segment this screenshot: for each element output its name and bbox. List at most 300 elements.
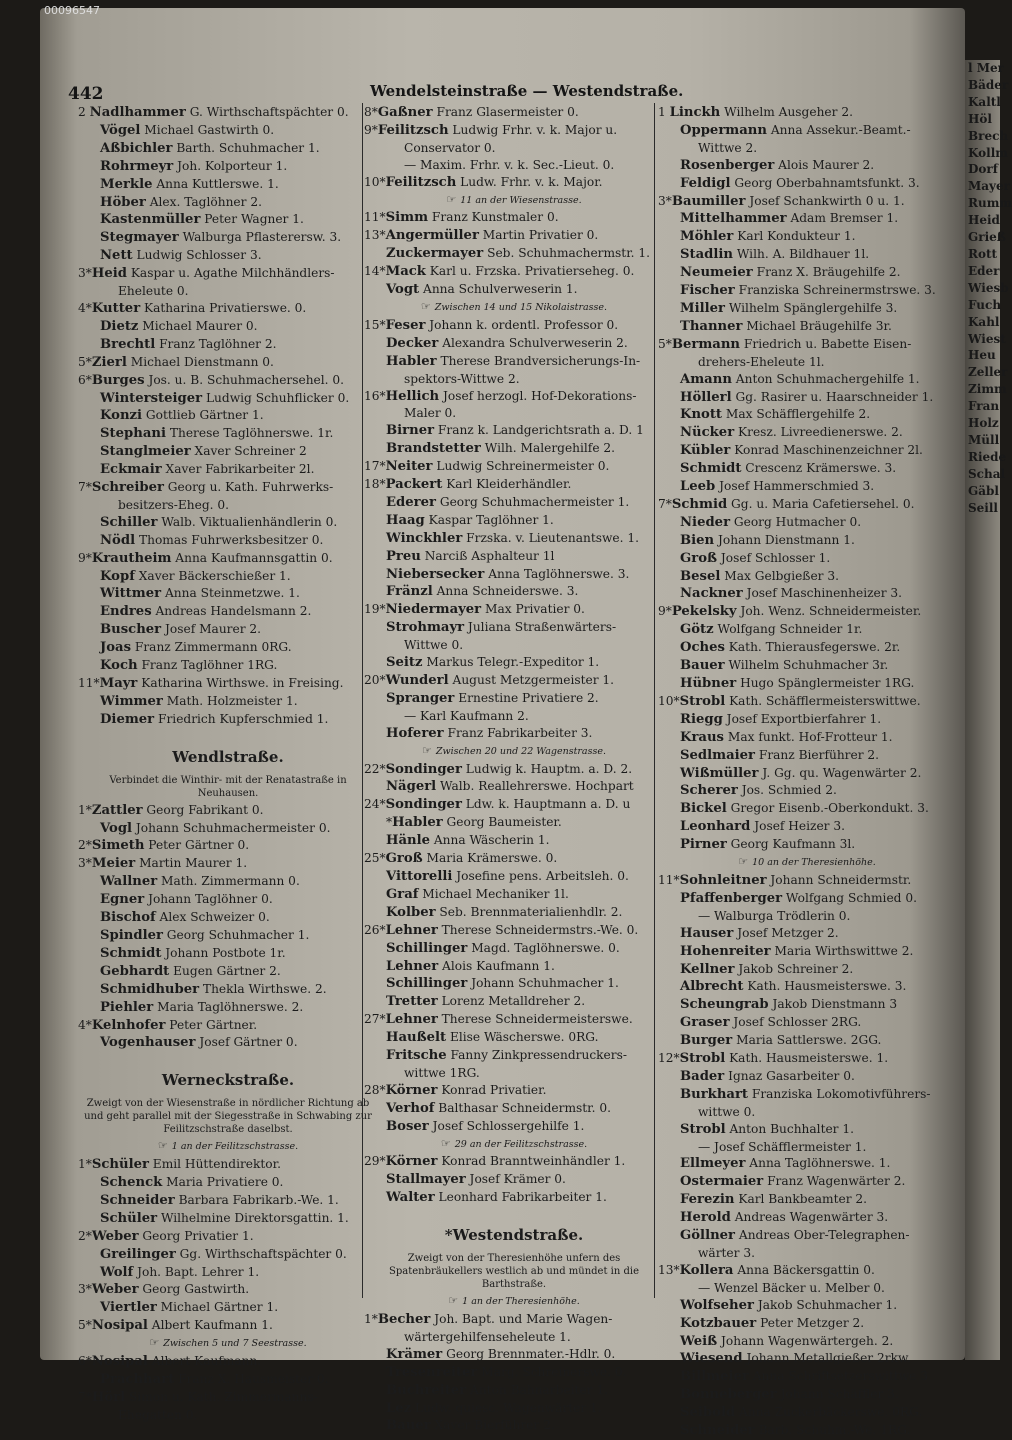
resident-surname: Kastenmüller: [100, 212, 201, 228]
directory-entry: [78, 461, 378, 479]
resident-surname: Höllerl: [680, 389, 732, 405]
resident-surname: Schmidt: [680, 461, 742, 477]
resident-surname: Burkhart: [680, 1086, 748, 1102]
pointing-hand-icon: ☞: [420, 299, 431, 313]
directory-entry: [364, 1329, 664, 1346]
resident-details: Magd. Taglöhnerswe. 0.: [467, 940, 620, 955]
resident-surname: Strobl: [679, 1051, 726, 1067]
directory-entry: [658, 925, 956, 943]
resident-surname: Groß: [385, 851, 423, 867]
directory-entry: [658, 1050, 956, 1068]
next-page-fragment: Fran: [968, 399, 1000, 414]
directory-entry: [78, 837, 378, 855]
resident-surname: Bauer: [386, 1418, 431, 1434]
resident-details: Juliana Straßenwärters-: [464, 620, 617, 635]
resident-details: J. Gg. qu. Wagenwärter 2.: [758, 765, 922, 780]
house-number: 17*: [364, 459, 386, 474]
directory-entry: [658, 1422, 956, 1440]
next-page-fragment: Höl: [968, 111, 992, 126]
resident-surname: Miller: [680, 300, 725, 316]
resident-details: Johann Taglöhner 0.: [144, 892, 273, 907]
resident-details: Franz Wagenwärter 2.: [763, 1174, 906, 1189]
resident-details: Georg Kaufmann 3l.: [726, 837, 856, 852]
resident-details: Kath. Hausmeisterswe. 1.: [725, 1051, 889, 1066]
resident-details: Marg. Schreinerswe. 0.: [477, 1364, 627, 1379]
resident-surname: Körner: [385, 1154, 438, 1170]
directory-entry: [78, 963, 378, 981]
directory-entry: [364, 654, 664, 672]
directory-entry: [78, 247, 378, 265]
resident-surname: Diemer: [100, 711, 155, 727]
resident-details: Anna Schulverweserin 1.: [419, 282, 578, 297]
directory-entry: [364, 494, 664, 512]
directory-entry: [78, 1371, 378, 1389]
resident-surname: Hauser: [680, 925, 734, 941]
directory-entry: [78, 981, 378, 999]
house-number: 5*: [78, 1318, 92, 1333]
resident-details: Josef Gärtner 0.: [195, 1035, 298, 1050]
resident-surname: Graser: [680, 1015, 730, 1031]
resident-surname: Habler: [386, 353, 437, 369]
resident-details: Johann Dienstmann 1.: [714, 532, 855, 547]
directory-entry: [658, 1155, 956, 1173]
directory-entry: [78, 336, 378, 354]
directory-entry: [78, 1017, 378, 1035]
resident-details: Joh. Kolporteur 1.: [173, 158, 288, 173]
resident-details: Emil Hüttendirektor.: [148, 1157, 281, 1172]
resident-surname: Sohnleitner: [679, 872, 767, 888]
resident-surname: Kollera: [679, 1262, 734, 1278]
directory-entry: [658, 318, 956, 336]
directory-entry: [658, 496, 956, 514]
directory-entry: [364, 922, 664, 940]
resident-details: Katharina Privatierswe. 0.: [140, 300, 307, 315]
directory-entry: [78, 140, 378, 158]
directory-entry: [78, 693, 378, 711]
resident-details: Peter Gärtner.: [165, 1017, 258, 1032]
directory-entry: [658, 943, 956, 961]
resident-details: Konrad Maschinenzeichner 2l.: [730, 443, 923, 458]
resident-surname: Oches: [680, 640, 725, 656]
resident-surname: Packert: [385, 477, 443, 493]
resident-details: Anton Schuhmachergehilfe 1.: [731, 371, 920, 386]
next-page-fragment: Riede: [968, 449, 1007, 464]
resident-details: Jos. u. B. Schuhmachersehel. 0.: [144, 372, 345, 387]
resident-details: Friedrich Kupferschmied 1.: [154, 711, 329, 726]
resident-details: — Wenzel Bäcker u. Melber 0.: [698, 1280, 885, 1295]
resident-surname: Schmid: [671, 496, 728, 512]
directory-entry: [364, 601, 664, 619]
resident-details: Josef Schlossergehilfe 1.: [428, 1118, 585, 1133]
directory-entry: [364, 122, 664, 140]
directory-entry: [658, 371, 956, 389]
cross-street-note: [364, 299, 664, 317]
resident-surname: Herold: [680, 1210, 731, 1226]
resident-details: Kath. Schäfflermeisterswittwe.: [725, 693, 921, 708]
house-number: 11*: [78, 676, 100, 690]
resident-details: Therese Taglöhnerswe. 1r.: [165, 426, 334, 441]
resident-details: Therese Schneidermstrs.-We. 0.: [437, 922, 639, 937]
resident-details: Anna Taglöhnerswe. 3.: [484, 566, 630, 581]
resident-details: Jos. Schmied 2.: [737, 783, 837, 798]
resident-surname: Nosipal: [91, 1318, 148, 1334]
resident-surname: Endres: [100, 604, 152, 620]
pointing-hand-icon: ☞: [422, 743, 432, 757]
resident-surname: Baumiller: [671, 193, 746, 209]
resident-surname: Linckh: [669, 105, 721, 120]
resident-details: Gg. u. Maria Cafetiersehel. 0.: [727, 496, 915, 511]
house-number: 1*: [364, 1312, 378, 1326]
resident-surname: Nägerl: [386, 779, 437, 795]
directory-entry: [364, 1011, 664, 1029]
resident-details: Konrad Branntweinhändler 1.: [437, 1154, 626, 1169]
directory-entry: [78, 1034, 378, 1052]
resident-details: Xaver Schreiner 2: [190, 444, 307, 459]
resident-surname: Schüler: [91, 1157, 149, 1173]
resident-details: Max funkt. Hof-Frotteur 1.: [723, 729, 893, 744]
resident-surname: Billmeier: [680, 1369, 749, 1385]
street-heading: Wendlstraße.: [172, 747, 284, 766]
resident-details: Johann Metallgießer 2rkw.: [742, 1351, 911, 1366]
resident-surname: Schneider: [100, 1192, 175, 1208]
next-page-fragment: Müll: [968, 432, 1000, 447]
resident-surname: Leonhard: [680, 819, 751, 835]
directory-entry: [658, 442, 956, 460]
house-number: 4*: [78, 300, 92, 315]
resident-details: Michael Maurer 0.: [138, 318, 258, 333]
house-number: 18*: [364, 477, 386, 492]
directory-entry: [658, 782, 956, 800]
resident-surname: Vittorelli: [386, 868, 453, 884]
resident-details: Hugo Spänglermeister 1RG.: [736, 676, 915, 690]
resident-surname: Schiller: [100, 514, 158, 530]
house-number: 1*: [78, 1157, 92, 1172]
resident-details: Franz Bierführer 2.: [755, 747, 880, 762]
directory-entry: [658, 406, 956, 424]
directory-entry: [364, 1047, 664, 1065]
note-text: 1 an der Feilitzschstrasse.: [171, 1141, 299, 1153]
resident-details: Fanny Zinkpressendruckers-: [446, 1048, 627, 1063]
directory-entry: [364, 886, 664, 904]
resident-surname: Besel: [680, 568, 721, 584]
directory-entry: [364, 868, 664, 886]
note-text: 11 an der Wiesenstrasse.: [460, 194, 582, 206]
resident-details: Anton Buchhalter 1.: [725, 1121, 855, 1136]
directory-entry: [658, 908, 956, 925]
house-number: 4*: [78, 1017, 92, 1032]
resident-details: Franz Taglöhner 1RG.: [137, 658, 278, 673]
resident-details: wärter 3.: [698, 1246, 755, 1260]
resident-details: Thekla Wirthswe. 2.: [199, 981, 327, 996]
resident-details: Anna Kuttlerswe. 1.: [152, 176, 279, 191]
resident-surname: Weiß: [680, 1333, 718, 1349]
house-number: 27*: [364, 1012, 386, 1027]
resident-details: Wilh. A. Bildhauer 1l.: [733, 247, 870, 262]
resident-details: Friedrich u. Babette Eisen-: [740, 336, 912, 351]
directory-entry: [364, 1171, 664, 1189]
resident-surname: Hänle: [386, 833, 430, 849]
resident-details: Xaver Fabrikarbeiter 2l.: [161, 462, 315, 477]
directory-entry: [364, 583, 664, 601]
directory-entry: [364, 548, 664, 566]
directory-entry: [78, 1317, 378, 1335]
house-number: 25*: [364, 851, 386, 866]
resident-details: Crescenz Krämerswe. 3.: [741, 461, 897, 476]
next-page-fragment: Rumm: [968, 196, 1012, 211]
directory-entry: [658, 711, 956, 729]
resident-surname: Sedlmaier: [680, 747, 755, 763]
directory-entry: [78, 532, 378, 550]
resident-details: Josef Maurer 2.: [161, 622, 262, 637]
note-text: 29 an der Feilitzschstrasse.: [454, 1138, 588, 1150]
next-page-fragment: Grieß: [968, 230, 1006, 245]
resident-surname: Wolfseher: [680, 1297, 754, 1313]
resident-surname: Fritsche: [386, 1048, 447, 1064]
directory-entry: [364, 209, 664, 227]
resident-details: Peter Metzger 2.: [756, 1315, 865, 1330]
resident-details: Alex. Taglöhner 2.: [145, 194, 262, 209]
directory-entry: [658, 1121, 956, 1139]
house-number: 7*: [78, 480, 92, 495]
house-number: 1: [658, 105, 670, 119]
resident-details: Josef Hammerschmied 3.: [715, 479, 875, 494]
resident-surname: Gaßner: [377, 105, 433, 120]
resident-details: Albert Kaufmann.: [147, 1354, 262, 1369]
column-2: [364, 104, 664, 1435]
directory-entry: [364, 353, 664, 371]
resident-details: Seb. Brennmaterialienhdlr. 2.: [435, 904, 623, 919]
resident-details: Michael Dienstmann 0.: [126, 354, 274, 369]
resident-details: Ludwig Schreinermeister 0.: [432, 459, 610, 474]
house-number: 2*: [78, 1228, 92, 1243]
resident-surname: Seitz: [386, 655, 423, 671]
directory-entry: [364, 1417, 664, 1435]
resident-surname: Vogenhauser: [100, 1035, 196, 1051]
directory-entry: [658, 193, 956, 211]
resident-details: Gg. Rasirer u. Haarschneider 1.: [731, 389, 934, 404]
resident-surname: Fischer: [680, 283, 735, 299]
resident-surname: Buscher: [100, 622, 162, 638]
next-page-fragment: Bäder: [968, 77, 1009, 92]
directory-entry: [658, 1404, 956, 1422]
resident-details: Thomas Fuhrwerksbesitzer 0.: [135, 532, 324, 547]
resident-surname: Sondinger: [385, 761, 462, 777]
resident-details: Franz Glasermeister 0.: [432, 105, 579, 119]
resident-details: Michael Bräugehilfe 3r.: [742, 318, 892, 333]
resident-surname: Neiter: [385, 459, 433, 475]
resident-surname: Piehler: [100, 999, 154, 1015]
resident-surname: Brechtl: [100, 336, 156, 352]
cross-street-note: [78, 1138, 378, 1156]
resident-details: Katharina Wirthswe. in Freising.: [137, 676, 344, 690]
resident-details: wärtergehilfenseheleute 1.: [404, 1329, 571, 1344]
resident-details: Franz Taglöhner 2.: [155, 336, 277, 351]
directory-entry: [364, 637, 664, 654]
directory-entry: [658, 1350, 956, 1368]
resident-details: Max Gelbgießer 3.: [720, 568, 839, 583]
resident-details: Franz Kunstmaler 0.: [428, 210, 559, 225]
house-number: 26*: [364, 922, 386, 937]
directory-entry: [364, 157, 664, 174]
house-number: 29*: [364, 1154, 386, 1169]
directory-entry: [658, 800, 956, 818]
note-text: Zwischen 14 und 15 Nikolaistrasse.: [434, 301, 608, 313]
resident-surname: Graf: [386, 886, 419, 902]
resident-details: Simon u. Kath. Zimmermanns-: [125, 1389, 318, 1404]
resident-details: Ldw. k. Hauptmann a. D. u: [461, 797, 631, 812]
house-number: 3*: [78, 856, 92, 871]
resident-surname: Lez: [386, 1400, 412, 1416]
street-heading: Werneckstraße.: [161, 1071, 295, 1090]
resident-details: — Josef Schäfflermeister 1.: [698, 1139, 867, 1154]
resident-details: Ludwig Schlosser 3.: [132, 248, 262, 263]
directory-entry: [658, 872, 956, 890]
resident-surname: Angermüller: [385, 228, 479, 244]
directory-entry: [78, 550, 378, 568]
resident-surname: Groß: [680, 550, 718, 566]
resident-surname: Koch: [100, 658, 138, 674]
resident-surname: Pfaffenberger: [680, 890, 783, 906]
resident-surname: Stanglmeier: [100, 444, 191, 460]
resident-details: Anna Wäscherin 1.: [430, 833, 550, 848]
resident-details: Georg Schuhmacher 1.: [162, 927, 310, 942]
resident-surname: Kraus: [680, 729, 724, 745]
resident-details: Georg Privatier 1.: [138, 1228, 254, 1243]
resident-details: Ludwig Frhr. v. k. Major u.: [448, 122, 618, 137]
directory-entry: [658, 532, 956, 550]
resident-surname: Stephani: [100, 426, 166, 442]
resident-details: Maria Wirthswittwe 2.: [770, 943, 914, 958]
resident-details: Maria Privatiere 0.: [162, 1175, 284, 1190]
resident-details: Barth. Schuhmacher 1.: [172, 140, 320, 155]
resident-details: Johann Schneidermstr.: [766, 872, 912, 887]
resident-details: Josefine pens. Arbeitsleh. 0.: [452, 868, 629, 883]
next-page-fragment: Gäbl: [968, 483, 999, 498]
directory-entry: [658, 478, 956, 496]
street-description: Zweigt von der Wiesenstraße in nördlicher Richtung ab und geht parallel mit der Siegesstraße in Schwabing zur Feilitzschstraße daselbst.: [84, 1098, 372, 1136]
directory-entry: [78, 407, 378, 425]
pointing-hand-icon: ☞: [157, 1139, 168, 1153]
resident-surname: Ellmeyer: [680, 1156, 746, 1172]
resident-surname: Oppermann: [680, 122, 767, 138]
resident-surname: Hübner: [680, 676, 737, 691]
resident-details: Kaspar u. Agathe Milchhändlers-: [126, 266, 335, 281]
directory-entry: [78, 1407, 378, 1424]
resident-surname: Bischof: [100, 910, 156, 926]
resident-details: Anna Schneiderswe. 3.: [432, 584, 579, 599]
resident-surname: Niedermayer: [385, 602, 482, 618]
resident-details: Wilhelm Schuhmacher 3r.: [724, 658, 889, 673]
directory-entry: [364, 388, 664, 406]
directory-entry: [78, 1174, 378, 1192]
pointing-hand-icon: ☞: [446, 192, 457, 206]
resident-surname: Schneider: [680, 1423, 755, 1439]
resident-details: Alois Kaufmann 1.: [438, 958, 555, 973]
house-number: 1*: [78, 802, 92, 817]
directory-entry: [364, 850, 664, 868]
resident-surname: Bien: [680, 532, 715, 548]
resident-surname: Nadlhammer: [89, 105, 186, 120]
resident-details: Karl u. Frzska. Privatiersehеg. 0.: [425, 264, 635, 279]
resident-details: Barbara Fabrikarb.-We. 1.: [174, 1192, 339, 1207]
house-number: 5*: [658, 336, 672, 351]
directory-entry: [658, 1104, 956, 1121]
resident-details: Eheleute 0.: [118, 284, 189, 299]
next-page-fragment: Fuch: [968, 297, 1002, 312]
directory-entry: [78, 283, 378, 300]
resident-details: Wilhelm Ausgeher 2.: [720, 105, 853, 119]
resident-details: Maria Krämerswe. 0.: [422, 851, 558, 866]
directory-entry: [364, 1029, 664, 1047]
resident-surname: Strobl: [679, 693, 726, 709]
resident-details: Kath. Hausmeisterswe. 3.: [743, 979, 907, 994]
resident-details: Walb. Viktualienhändlerin 0.: [157, 514, 338, 529]
resident-details: Josef Schlosser 1.: [717, 550, 831, 565]
resident-details: Adam Bremser 1.: [786, 211, 899, 226]
directory-entry: [78, 999, 378, 1017]
resident-details: Josef Krämer 0.: [465, 1172, 566, 1187]
directory-entry: [364, 1189, 664, 1207]
resident-details: Leonhard Fabrikarbeiter 1.: [434, 1190, 607, 1205]
directory-entry: [658, 228, 956, 246]
cross-street-note: [658, 854, 956, 872]
directory-entry: [658, 1014, 956, 1032]
directory-entry: [658, 1386, 956, 1404]
resident-details: Xaver Bäckerschießer 1.: [134, 568, 291, 583]
directory-entry: [658, 1245, 956, 1262]
house-number: 3*: [78, 1282, 92, 1297]
resident-surname: Wallner: [100, 874, 158, 890]
next-page-fragment: Rott: [968, 246, 998, 261]
resident-details: Anna Kaufmannsgattin 0.: [171, 550, 333, 565]
directory-entry: [78, 1353, 378, 1371]
resident-details: Lorenz Metalldreher 2.: [437, 994, 586, 1009]
directory-entry: [658, 996, 956, 1014]
resident-details: Therese Brandversicherungs-In-: [436, 353, 641, 368]
directory-entry: [364, 104, 664, 122]
resident-surname: Zierl: [91, 354, 127, 370]
directory-entry: [78, 1299, 378, 1317]
resident-details: Josef Metzger 2.: [733, 925, 839, 940]
resident-surname: Kübler: [680, 443, 731, 459]
house-number: 13*: [658, 1262, 680, 1277]
resident-surname: Lehner: [385, 922, 438, 938]
resident-details: Kath. Thierausfegerswe. 2r.: [724, 640, 901, 655]
house-number: 9*: [78, 550, 92, 565]
resident-surname: Mack: [385, 264, 426, 280]
resident-surname: Bickel: [680, 801, 727, 817]
resident-surname: Riegg: [680, 711, 723, 727]
resident-surname: Burger: [680, 1033, 733, 1049]
note-text: Zwischen 20 und 22 Wagenstrasse.: [435, 745, 606, 757]
directory-entry: [78, 927, 378, 945]
resident-details: Alex Schweizer 0.: [155, 910, 270, 925]
directory-entry: [78, 194, 378, 212]
resident-details: Ehegatten 0.: [118, 1407, 198, 1422]
directory-entry: [78, 265, 378, 283]
resident-details: Wolfgang Schneider 1r.: [713, 622, 863, 637]
resident-details: Joh. Wenz. Schneidermeister.: [736, 604, 922, 619]
resident-surname: Joas: [100, 640, 132, 656]
house-number: 6*: [78, 1354, 92, 1369]
resident-details: Georg Fabrikant 0.: [142, 802, 264, 817]
house-number: 13*: [364, 228, 386, 243]
directory-entry: [364, 458, 664, 476]
pointing-hand-icon: ☞: [149, 1336, 160, 1350]
resident-surname: Niebersecker: [386, 566, 485, 582]
house-number: 28*: [364, 1082, 386, 1097]
directory-entry: [658, 675, 956, 693]
